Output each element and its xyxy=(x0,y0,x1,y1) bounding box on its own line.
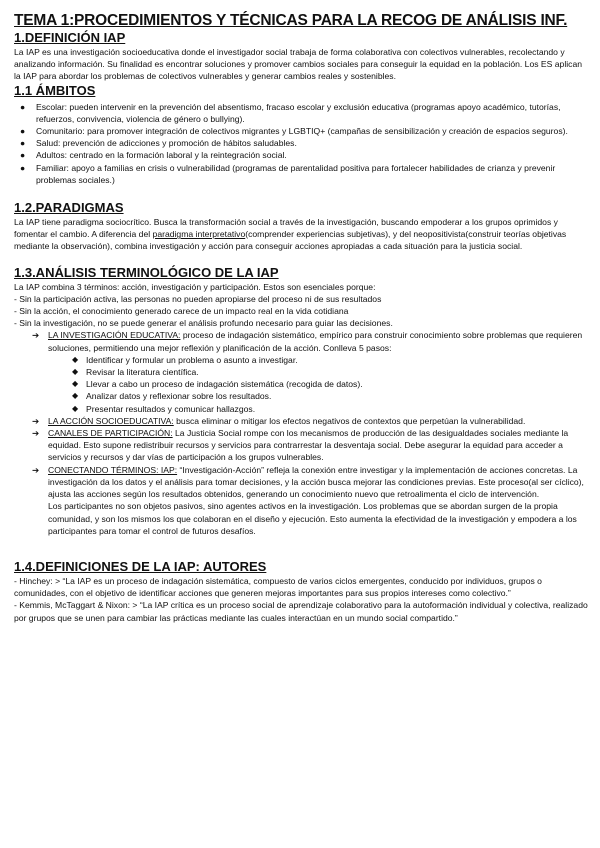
hinchey-definition: - Hinchey: > “La IAP es un proceso de indagación sistemática, compuesto de varios ciclos emergentes, conducido por individuos, grupos o comunidades, con el objetivo de identificar acciones que generen mejoras importantes para sus propios intereses como colectivo.” xyxy=(14,575,542,599)
paradigma-interpretativo-link: paradigma interpretativo xyxy=(152,229,246,240)
list-item: ● Escolar: pueden intervenir en la prevención del absentismo, fracaso escolar y exclusión educativa (programas apoyo académico, tutorías, refuerzos, convivencia, violencia de género o bullying). xyxy=(20,101,561,124)
steps-list xyxy=(14,354,590,415)
bullet-icon: ● xyxy=(20,150,26,161)
bullet-icon: ● xyxy=(20,162,26,173)
section-1-heading: 1.DEFINICIÓN IAP xyxy=(14,30,126,45)
section-1-3-heading: 1.3.ANÁLISIS TERMINOLÓGICO DE LA IAP xyxy=(14,264,279,280)
list-item: ● Adultos: centrado en la formación laboral y la reintegración social. xyxy=(20,150,287,161)
diamond-icon: ◆ xyxy=(72,354,79,364)
section-1-4-heading: 1.4.DEFINICIONES DE LA IAP: AUTORES xyxy=(14,558,267,574)
arrow-icon: ➔ xyxy=(32,428,40,439)
list-item: ● Comunitario: para promover integración de colectivos migrantes y LGBTIQ+ (campañas de sensibilización y creación de espacios seguros). xyxy=(20,126,568,137)
section-1-3-line: La IAP combina 3 términos: acción, investigación y participación. Estos son esenciales porque: xyxy=(14,281,376,292)
conectando-terminos-continuation: Los participantes no son objetos pasivos, sino agentes activos en la investigación. Los problemas que se abordan surgen de la propia comunidad, y son los mismos los que colaboran en el diseño y ejecución. Esto aumenta la efectividad de la investigación y empodera a los participantes para tomar el control de futuros desafíos. xyxy=(48,501,577,536)
document-title: TEMA 1:PROCEDIMIENTOS Y TÉCNICAS PARA LA RECOG DE ANÁLISIS INF. xyxy=(14,12,568,29)
bullet-icon: ● xyxy=(20,126,26,137)
bullet-icon: ● xyxy=(20,138,26,149)
section-1-2-heading: 1.2.PARADIGMAS xyxy=(14,200,124,216)
section-1-3-line: - Sin la acción, el conocimiento generado carece de un impacto real en la vida cotidiana xyxy=(14,306,349,317)
section-1-1-heading: 1.1 ÁMBITOS xyxy=(14,82,96,98)
investigacion-educativa-item: ➔ LA INVESTIGACIÓN EDUCATIVA: proceso de indagación sistemático, empírico para construir conocimiento sobre problemas que requieren soluciones, permitiendo una mejor reflexión y planificación de la acción. Conlleva 5 pasos: xyxy=(32,330,583,353)
diamond-icon: ◆ xyxy=(72,367,79,377)
accion-socioeducativa-item: ➔ LA ACCIÓN SOCIOEDUCATIVA: busca eliminar o mitigar los efectos negativos de contextos que perpetúan la vulnerabilidad. xyxy=(32,415,526,426)
diamond-icon: ◆ xyxy=(72,391,79,401)
arrow-icon: ➔ xyxy=(32,415,40,426)
list-item: ◆ Analizar datos y reflexionar sobre los resultados. xyxy=(72,391,272,402)
list-item: ◆ Llevar a cabo un proceso de indagación sistemática (recogida de datos). xyxy=(72,379,363,390)
list-item: ◆ Revisar la literatura científica. xyxy=(72,367,199,378)
canales-participacion-item: ➔ CANALES DE PARTICIPACIÓN: La Justicia Social rompe con los mecanismos de producción de las desigualdades sociales mediante la equidad. Esto supone redistribuir recursos y servicios para contrarrestar la desventaja social. Debe asegurar la equidad para acceder a servicios y recursos y dar vías de participación a los grupos vulnerables. xyxy=(32,428,569,463)
list-item: ● Salud: prevención de adicciones y promoción de hábitos saludables. xyxy=(20,138,297,149)
list-item: ● Familiar: apoyo a familias en crisis o vulnerabilidad (programas de parentalidad positiva para fortalecer habilidades de crianza y prevenir problemas sociales.) xyxy=(20,162,556,185)
list-item: ◆ Presentar resultados y comunicar hallazgos. xyxy=(72,403,256,414)
conectando-terminos-item: ➔ CONECTANDO TÉRMINOS: IAP: “Investigación-Acción” refleja la conexión entre investigar y la implementación de acciones concretas. La investigación da los datos y el análisis para tomar decisiones, y la acción busca mejorar las condiciones previas. Este proceso(al ser cíclico), ajusta las acciones según los resultados obtenidos, generando un conocimiento nuevo que retroalimenta el ciclo de intervención. xyxy=(32,464,584,500)
kemmis-definition: - Kemmis, McTaggart & Nixon: > “La IAP crítica es un proceso social de aprendizaje colaborativo para la autoformación individual y colectiva, realizado por grupos que se unen para cambiar las prácticas mediante las cuales interactúan en un mundo social compartido.” xyxy=(14,600,588,623)
section-1-2-text: La IAP tiene paradigma sociocrítico. Busca la transformación social a través de la investigación, buscando empoderar a los grupos oprimidos y fomentar el cambio. A diferencia del paradigma interpretativo(comprender experiencias subjetivas), y del neopositivista(construir teorías objetivas mediante la observación), combina investigación y acción para conseguir acciones apropiadas a cada situación para la justicia social. xyxy=(14,217,567,252)
diamond-icon: ◆ xyxy=(72,403,79,413)
arrow-icon: ➔ xyxy=(32,464,40,475)
section-1-3-line: - Sin la investigación, no se puede generar el análisis profundo necesario para guiar las decisiones. xyxy=(14,318,393,329)
section-1-text: La IAP es una investigación socioeducativa donde el investigador social trabaja de forma colaborativa con colectivos vulnerables, recolectando y analizando información. Su finalidad es encontrar soluciones y promover cambios sociales para conseguir la equidad en la población. Los ES aplican la IAP para abordar los problemas de colectivos vulnerables y generar cambios reales y sostenibles. xyxy=(14,47,583,82)
arrow-icon: ➔ xyxy=(32,330,40,341)
section-1-3-line: - Sin la participación activa, las personas no pueden apropiarse del proceso ni de sus resultados xyxy=(14,293,382,304)
document-page xyxy=(14,12,590,624)
diamond-icon: ◆ xyxy=(72,379,79,389)
bullet-icon: ● xyxy=(20,101,26,112)
list-item: ◆ Identificar y formular un problema o asunto a investigar. xyxy=(72,354,298,365)
ambitos-list xyxy=(14,101,590,186)
